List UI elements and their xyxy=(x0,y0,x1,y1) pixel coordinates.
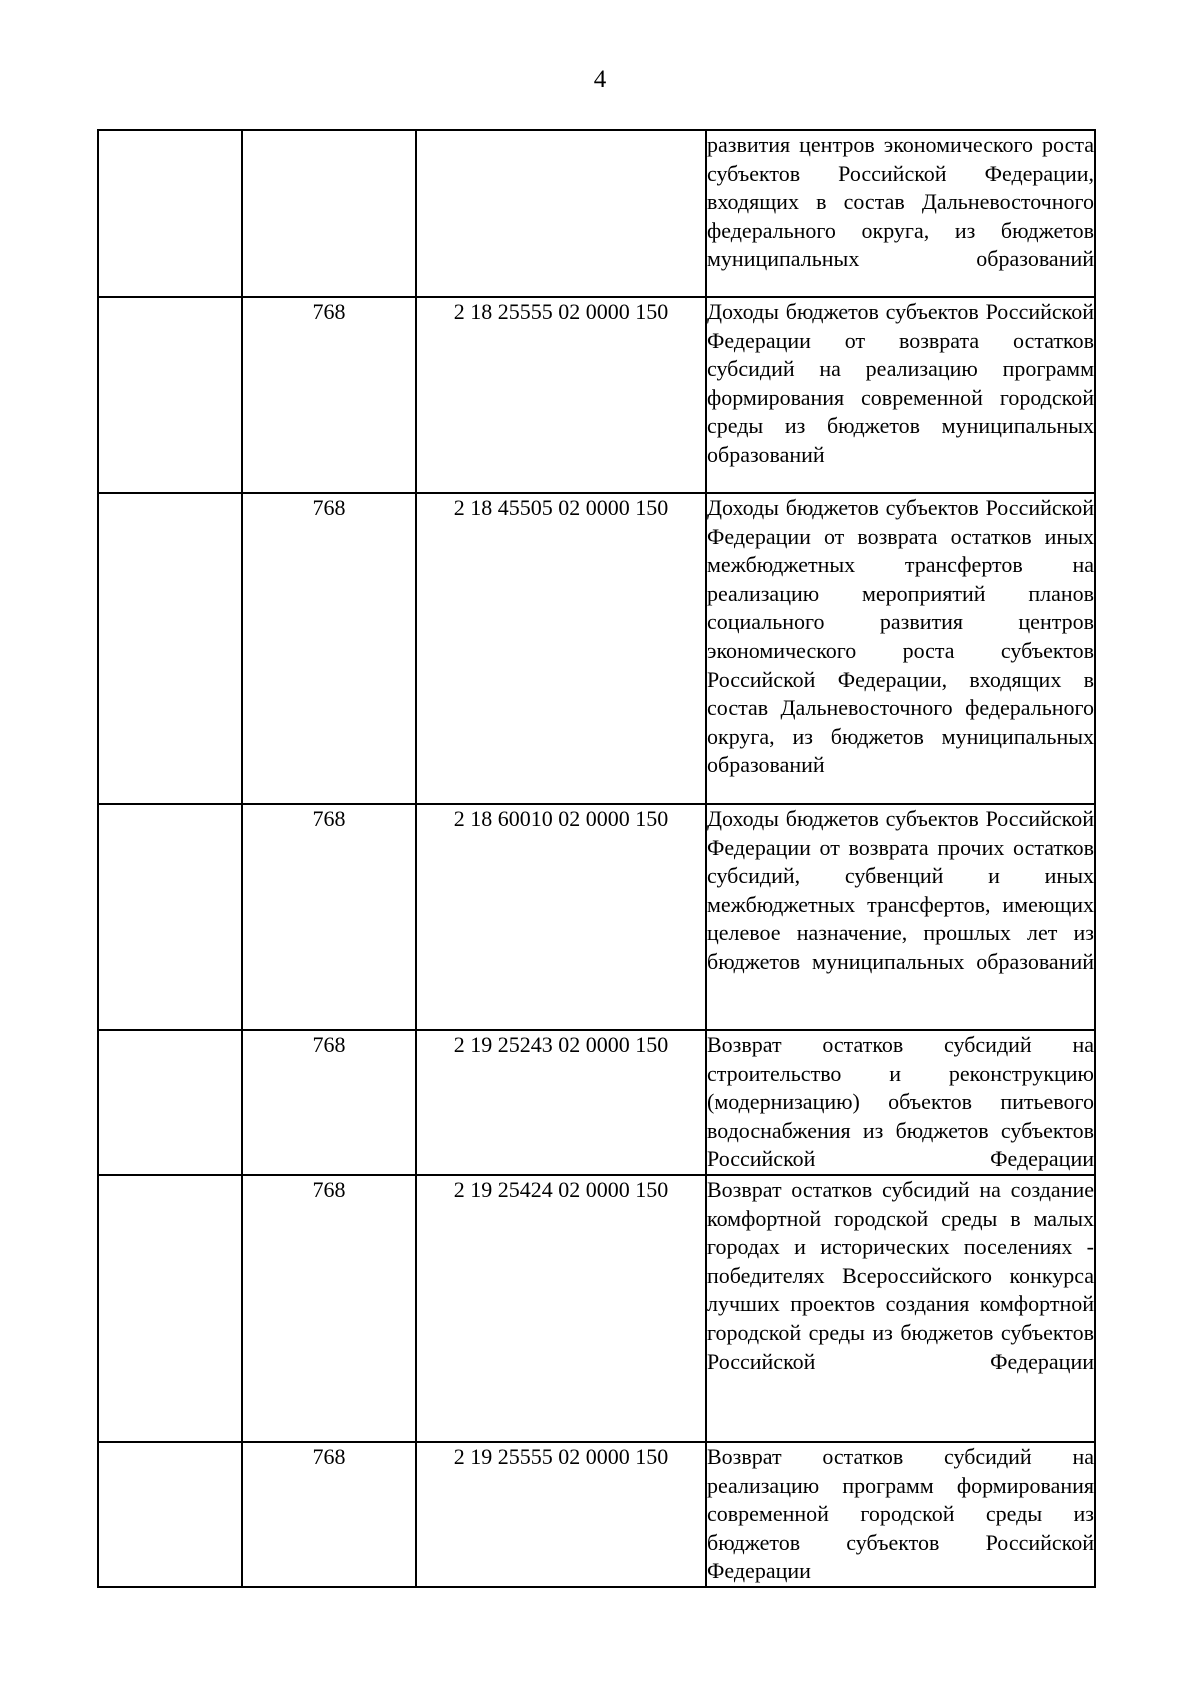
table-row xyxy=(98,1442,1095,1587)
admin-code-cell: 768 xyxy=(242,297,416,493)
admin-code-cell: 768 xyxy=(242,1030,416,1175)
budget-code-cell: 2 19 25555 02 0000 150 xyxy=(416,1442,706,1587)
table-row xyxy=(98,1030,1095,1175)
budget-code-cell: 2 18 45505 02 0000 150 xyxy=(416,493,706,804)
empty-cell xyxy=(98,130,242,297)
table-row xyxy=(98,493,1095,804)
empty-cell xyxy=(98,1175,242,1442)
description-cell: Доходы бюджетов субъектов Российской Федерации от возврата остатков субсидий на реализацию программ формирования современной городской среды из бюджетов муниципальных образований xyxy=(706,297,1095,493)
description-cell: Доходы бюджетов субъектов Российской Федерации от возврата остатков иных межбюджетных трансфертов на реализацию мероприятий планов социального развития центров экономического роста субъектов Российской Федерации, входящих в состав Дальневосточного федерального округа, из бюджетов муниципальных образований xyxy=(706,493,1095,804)
page-number: 4 xyxy=(593,66,607,93)
empty-cell xyxy=(98,493,242,804)
income-codes-table xyxy=(97,129,1096,1588)
budget-code-cell xyxy=(416,130,706,297)
empty-cell xyxy=(98,1442,242,1587)
admin-code-cell: 768 xyxy=(242,493,416,804)
empty-cell xyxy=(98,804,242,1030)
table-row xyxy=(98,130,1095,297)
budget-code-cell: 2 19 25424 02 0000 150 xyxy=(416,1175,706,1442)
empty-cell xyxy=(98,1030,242,1175)
description-cell: Возврат остатков субсидий на создание комфортной городской среды в малых городах и исторических поселениях - победителях Всероссийского конкурса лучших проектов создания комфортной городской среды из бюджетов субъектов Российской Федерации xyxy=(706,1175,1095,1442)
budget-code-cell: 2 18 60010 02 0000 150 xyxy=(416,804,706,1030)
description-cell: Возврат остатков субсидий на строительство и реконструкцию (модернизацию) объектов питьевого водоснабжения из бюджетов субъектов Российской Федерации xyxy=(706,1030,1095,1175)
table-row xyxy=(98,1175,1095,1442)
empty-cell xyxy=(98,297,242,493)
admin-code-cell: 768 xyxy=(242,1442,416,1587)
table-row xyxy=(98,297,1095,493)
admin-code-cell xyxy=(242,130,416,297)
description-cell: развития центров экономического роста субъектов Российской Федерации, входящих в состав Дальневосточного федерального округа, из бюджетов муниципальных образований xyxy=(706,130,1095,297)
admin-code-cell: 768 xyxy=(242,804,416,1030)
description-cell: Возврат остатков субсидий на реализацию программ формирования современной городской среды из бюджетов субъектов Российской Федерации xyxy=(706,1442,1095,1587)
description-cell: Доходы бюджетов субъектов Российской Федерации от возврата прочих остатков субсидий, субвенций и иных межбюджетных трансфертов, имеющих целевое назначение, прошлых лет из бюджетов муниципальных образований xyxy=(706,804,1095,1030)
table-row xyxy=(98,804,1095,1030)
budget-code-cell: 2 18 25555 02 0000 150 xyxy=(416,297,706,493)
budget-code-cell: 2 19 25243 02 0000 150 xyxy=(416,1030,706,1175)
admin-code-cell: 768 xyxy=(242,1175,416,1442)
